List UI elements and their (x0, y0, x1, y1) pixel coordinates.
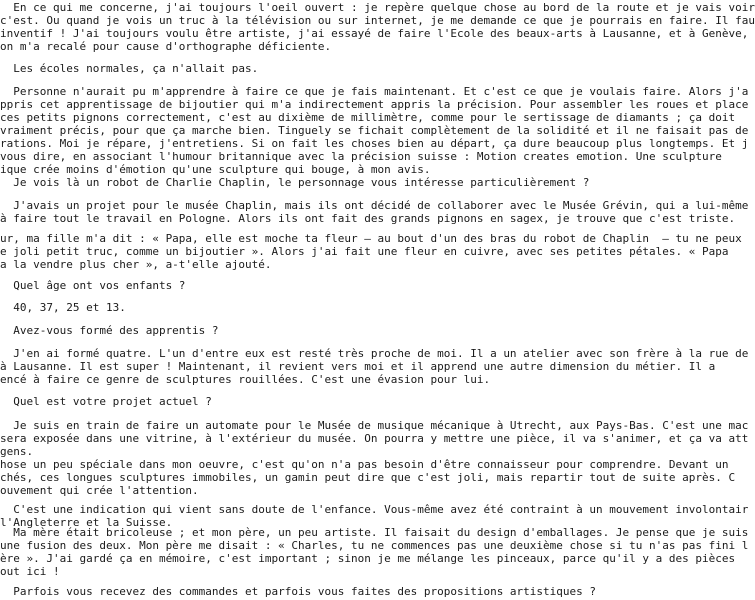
paragraph-7 (0, 279, 185, 292)
text-line: l'Angleterre et la Suisse. (0, 516, 173, 529)
text-line: inventif ! J'ai toujours voulu être artiste, j'ai essayé de faire l'Ecole des beaux-arts à Lausanne, et à Genève, (0, 27, 749, 40)
text-line: Ma mère était bricoleuse ; et mon père, un peu artiste. Il faisait du design d'emballages. Je pense que je suis (0, 526, 749, 539)
text-line: vraiment précis, pour que ça marche bien. Tinguely se fichait complètement de la solidité et il ne faisait pas de (0, 124, 749, 137)
text-line: c'est. Ou quand je vois un truc à la télévision ou sur internet, je me demande ce que je pourrais en faire. Il fau (0, 14, 755, 27)
paragraph-15 (0, 585, 596, 598)
text-line: out ici ! (0, 565, 60, 578)
text-line: hose un peu spéciale dans mon oeuvre, c'est qu'on n'a pas besoin d'être connaisseur pour comprendre. Devant un (0, 458, 729, 471)
text-line: Je vois là un robot de Charlie Chaplin, le personnage vous intéresse particulièrement ? (0, 176, 590, 189)
paragraph-10 (0, 347, 748, 386)
text-line: rations. Moi je répare, j'entretiens. Si on fait les choses bien au départ, ça dure beaucoup plus longtemps. Et j (0, 137, 749, 150)
text-line: chés, ces longues sculptures immobiles, un gamin peut dire que c'est joli, mais repartir tout de suite après. C (0, 471, 736, 484)
text-line: Je suis en train de faire un automate pour le Musée de musique mécanique à Utrecht, aux Pays-Bas. C'est une mac (0, 419, 749, 432)
text-line: sera exposée dans une vitrine, à l'extérieur du musée. On pourra y mettre une pièce, il va s'animer, et ça va att (0, 432, 749, 445)
text-line: ur, ma fille m'a dit : « Papa, elle est moche ta fleur — au bout d'un des bras du robot de Chaplin — tu ne peux (0, 232, 742, 245)
paragraph-3 (0, 85, 748, 176)
text-line: vous dire, en associant l'humour britannique avec la précision suisse : Motion creates emotion. Une sculpture (0, 150, 722, 163)
text-line: C'est une indication qui vient sans doute de l'enfance. Vous-même avez été contraint à un mouvement involontair (0, 503, 749, 516)
text-line: Personne n'aurait pu m'apprendre à faire ce que je fais maintenant. Et c'est ce que je voulais faire. Alors j'a (0, 85, 749, 98)
text-line: on m'a recalé pour cause d'orthographe déficiente. (0, 40, 332, 53)
text-line: à faire tout le travail en Pologne. Alors ils ont fait des grands pignons en sagex, je trouve que c'est triste. (0, 212, 736, 225)
paragraph-12 (0, 419, 748, 497)
text-line: Parfois vous recevez des commandes et parfois vous faites des propositions artistiques ? (0, 585, 597, 598)
paragraph-4 (0, 176, 589, 189)
text-line: gens. (0, 445, 34, 458)
paragraph-11 (0, 395, 212, 408)
text-line: a la vendre plus cher », a-t'elle ajouté. (0, 258, 272, 271)
text-line: 40, 37, 25 et 13. (0, 301, 126, 314)
paragraph-8 (0, 301, 126, 314)
paragraph-1 (0, 1, 755, 53)
text-line: ces petits pignons correctement, c'est au dixième de millimètre, comme pour le sertissage de diamants ; ça doit (0, 111, 736, 124)
text-line: Quel âge ont vos enfants ? (0, 279, 186, 292)
paragraph-2 (0, 62, 258, 75)
text-line: ppris cet apprentissage de bijoutier qui m'a indirectement appris la précision. Pour assembler les roues et place (0, 98, 749, 111)
text-line: Les écoles normales, ça n'allait pas. (0, 62, 259, 75)
text-line: Avez-vous formé des apprentis ? (0, 324, 219, 337)
paragraph-9 (0, 324, 219, 337)
text-line: encé à faire ce genre de sculptures rouillées. C'est une évasion pour lui. (0, 373, 491, 386)
paragraph-14 (0, 526, 748, 578)
paragraph-5 (0, 199, 748, 225)
text-line: ouvement qui crée l'attention. (0, 484, 199, 497)
text-line: ère ». J'ai gardé ça en mémoire, c'est important ; sinon je me mélange les pinceaux, parce qu'il y a des pièces (0, 552, 736, 565)
text-line: ique crée moins d'émotion qu'une sculpture qui bouge, à mon avis. (0, 163, 431, 176)
text-line: e joli petit truc, comme un bijoutier ». Alors j'ai fait une fleur en cuivre, avec ses petites pétales. « Papa (0, 245, 729, 258)
paragraph-6 (0, 232, 742, 271)
text-line: une fusion des deux. Mon père me disait : « Charles, tu ne commences pas une deuxième chose si tu n'as pas fini l (0, 539, 749, 552)
text-line: J'avais un projet pour le musée Chaplin, mais ils ont décidé de collaborer avec le Musée Grévin, qui a lui-même (0, 199, 749, 212)
text-line: En ce qui me concerne, j'ai toujours l'oeil ouvert : je repère quelque chose au bord de la route et je vais voir (0, 1, 755, 14)
text-line: Quel est votre projet actuel ? (0, 395, 212, 408)
text-line: à Lausanne. Il est super ! Maintenant, il revient vers moi et il apprend une autre dimension du métier. Il a (0, 360, 716, 373)
text-line: J'en ai formé quatre. L'un d'entre eux est resté très proche de moi. Il a un atelier avec son frère à la rue de (0, 347, 749, 360)
